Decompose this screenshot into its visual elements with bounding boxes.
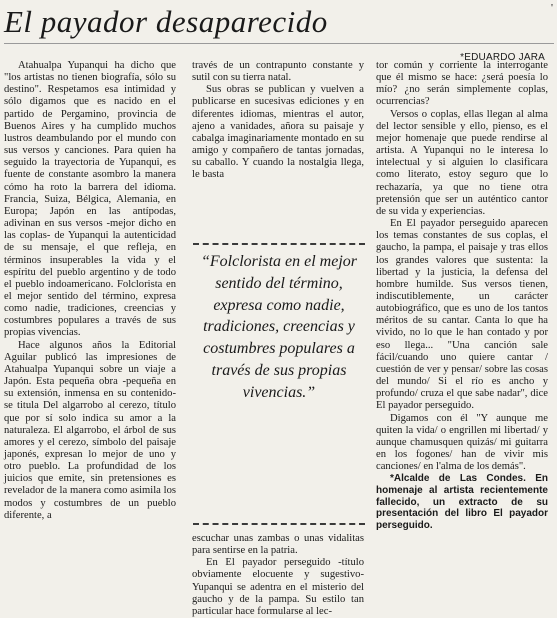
- byline: *EDUARDO JARA: [460, 52, 545, 63]
- corner-mark: ': [551, 2, 553, 14]
- title-rule: [4, 43, 554, 44]
- paragraph: escuchar unas zambas o unas vidalitas para sentirse en la patria.: [192, 533, 364, 557]
- column-1: [4, 60, 176, 595]
- paragraph: En El payador perseguido -título obviamente elocuente y sugestivo- Yupanqui se adentra en el misterio del gaucho y de la pampa. Su estilo tan particular hace formularse al lec-: [192, 557, 364, 617]
- paragraph: través de un contrapunto constante y sutil con su tierra natal.: [192, 60, 364, 84]
- article-title: El payador desaparecido: [4, 4, 328, 39]
- column-2-bottom: [192, 533, 364, 617]
- paragraph: Digamos con él "Y aunque me quiten la vida/ o engrillen mi libertad/ y aunque chamusquen quizás/ mi guitarra en los fogones/ han de vivir mis canciones/ en l'alma de los demás".: [376, 412, 548, 473]
- paragraph: Hace algunos años la Editorial Aguilar publicó las impresiones de Atahualpa Yupanqui sobre un viaje a Japón. Esta pequeña obra -pequeña en su extensión, inmensa en su contenido- se titula Del algarrobo al cerezo, título que por sí solo indica su amor a la naturaleza. El algarrobo, el árbol de sus amores y el cerezo, símbolo del paisaje japonés, expresan lo mejor de uno y otro pueblo. La profundidad de los juicios que emite, sin pretensiones es revelador de la manera como asimila los modos y costumbres de un pueblo diferente, a: [4, 339, 176, 521]
- paragraph: Atahualpa Yupanqui ha dicho que "los artistas no tienen biografía, sólo su destino". Respetamos esa intimidad y sólo digamos que es nacido en el partido de Pergamino, provincia de Buenos Aires y ha cumplido muchos lustros deambulando por el mundo con sus versos y canciones. Para quien ha seguido la trayectoria de Yupanqui, es fuente de constante asombro la manera cómo ha roto la barrera del idioma. Francia, Suiza, Bélgica, Alemania, en Europa; Japón en las antípodas, adivinan en sus versos -mejor dicho en las coplas- de Yupanqui la autenticidad de su mensaje, el que refleja, en términos insuperables la vida y el espíritu del pueblo argentino y de todo el pueblo indoamericano. Folclorista en el mejor sentido del término, expresa como nadie, tradiciones, creencias y costumbres populares a través de sus propias vivencias.: [4, 60, 176, 339]
- column-3: [376, 60, 548, 595]
- paragraph: En El payador perseguido aparecen los temas constantes de sus coplas, el gaucho, la pampa, el paisaje y tras ellos los grandes valores que sustenta: la libertad y la justicia, la defensa del hombre humilde. Sus versos tienen, indiscutiblemente, un carácter autobiográfico, que es uno de los tantos méritos de su cantar. Canta lo que ha vivido, no lo que le han contado y por eso llega... "Una canción sale fácil/cuando uno quiere cantar / cuestión de ver y pensar/ sobre las cosas del mundo/ Si el río es ancho y profundo/ cruza el que sabe nadar", dice El payador perseguido.: [376, 218, 548, 412]
- pull-quote: [193, 243, 365, 525]
- footnote-text: *Alcalde de Las Condes. En homenaje al artista recientemente fallecido, un extracto de su presentación del libro El payador perseguido.: [376, 473, 548, 532]
- paragraph: Versos o coplas, ellas llegan al alma del lector sensible y ello, pienso, es el mejor homenaje que puede rendirse al artista. A Yupanqui no le interesa lo intelectual y si alguien lo clasificara como literato, estoy seguro que lo rechazaría, ya que no tiene otra pretensión que ser un auténtico cantor de su vida y experiencias.: [376, 108, 548, 217]
- column-2-top: [192, 60, 364, 240]
- paragraph: Sus obras se publican y vuelven a publicarse en sucesivas ediciones y en diferentes idiomas, mientras el autor, ajeno a vanidades, añora su paisaje y cabalga imaginariamente montado en su amigo y compañero de tantas jornadas, su caballo. Y cuando la nostalgia llega, le basta: [192, 84, 364, 181]
- pull-quote-text: “Folclorista en el mejor sentido del término, expresa como nadie, tradiciones, creencias y costumbres populares a través de sus propias vivencias.”: [201, 253, 357, 401]
- author-footnote: [376, 473, 548, 532]
- paragraph: tor común y corriente la interrogante que él mismo se hace: ¿será poesía lo mío? ¿no serán simplemente coplas, ocurrencias?: [376, 60, 548, 108]
